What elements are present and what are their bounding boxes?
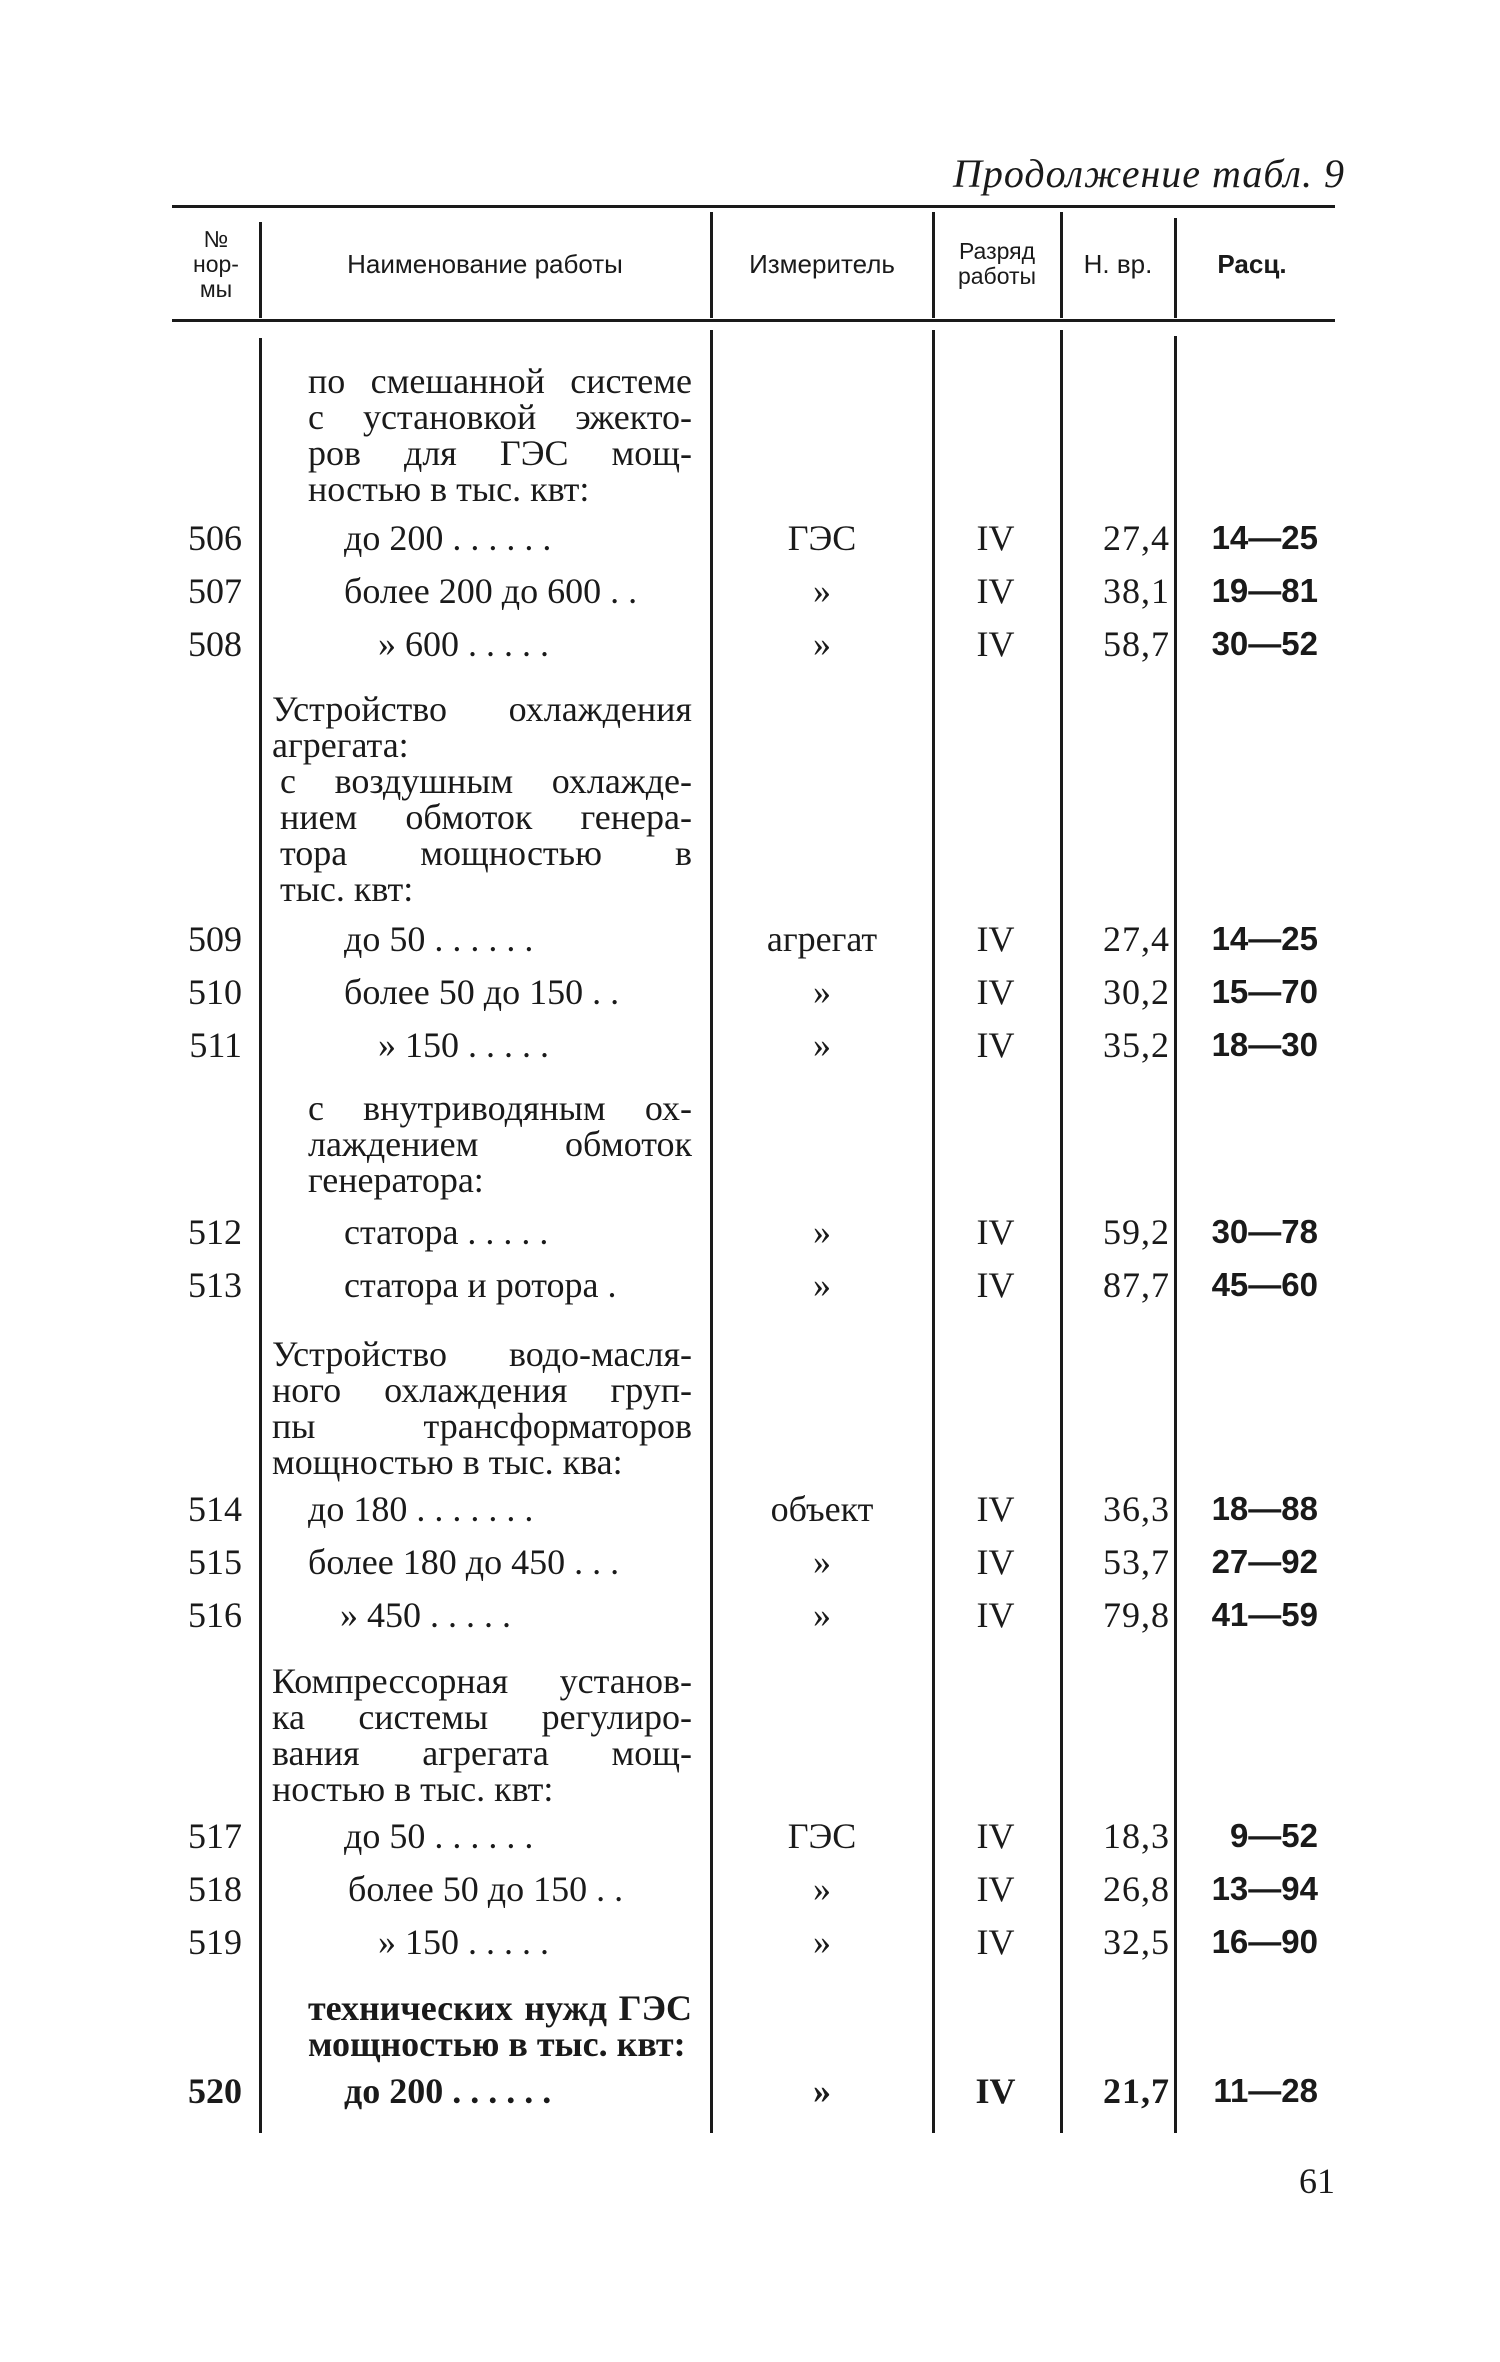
work-name: » 600 . . . . . xyxy=(378,624,549,664)
table-row xyxy=(0,1590,1500,1640)
work-name: до 200 . . . . . . xyxy=(344,2071,552,2111)
norm-number: 507 xyxy=(188,571,242,611)
paragraph-line: ров для ГЭС мощ- xyxy=(308,433,692,473)
table-row xyxy=(0,1207,1500,1257)
measure: » xyxy=(813,2071,831,2111)
measure: » xyxy=(813,624,831,664)
header-norm-number: № нор- мы xyxy=(193,225,239,302)
table-row xyxy=(0,1917,1500,1967)
paragraph-line: мощностью в тыс. ква: xyxy=(272,1442,623,1482)
paragraph-line: Устройство охлаждения xyxy=(272,689,692,729)
work-name: статора . . . . . xyxy=(344,1212,549,1252)
measure: » xyxy=(813,571,831,611)
measure: объект xyxy=(770,1489,874,1529)
paragraph-line: ностью в тыс. квт: xyxy=(272,1769,554,1809)
norm-time: 21,7 xyxy=(1103,2071,1170,2111)
norm-time: 59,2 xyxy=(1103,1212,1170,1252)
section-paragraph xyxy=(280,763,692,907)
measure: ГЭС xyxy=(787,1816,857,1856)
paragraph-line: Компрессорная установ- xyxy=(272,1661,692,1701)
paragraph-line: лаждением обмоток xyxy=(308,1124,692,1164)
norm-number: 511 xyxy=(189,1025,242,1065)
pay-rate: 30—78 xyxy=(1211,1213,1318,1250)
header-grade: Разряд работы xyxy=(957,238,1037,289)
table-row xyxy=(0,513,1500,563)
work-name: » 150 . . . . . xyxy=(378,1025,549,1065)
paragraph-line: тора мощностью в xyxy=(280,833,692,873)
page-number: 61 xyxy=(1299,2161,1335,2201)
pay-rate: 19—81 xyxy=(1211,572,1318,609)
measure: » xyxy=(813,1212,831,1252)
measure: » xyxy=(813,1869,831,1909)
header-pay-rate: Расц. xyxy=(1217,249,1287,279)
norm-number: 520 xyxy=(188,2071,242,2111)
measure: агрегат xyxy=(766,919,878,959)
section-paragraph xyxy=(308,1990,692,2062)
norm-number: 509 xyxy=(188,919,242,959)
measure: » xyxy=(813,1542,831,1582)
grade: IV xyxy=(976,1212,1015,1252)
norm-number: 518 xyxy=(188,1869,242,1909)
measure: » xyxy=(813,972,831,1012)
norm-number: 508 xyxy=(188,624,242,664)
norm-number: 515 xyxy=(188,1542,242,1582)
work-name: » 450 . . . . . xyxy=(340,1595,511,1635)
norm-time: 36,3 xyxy=(1103,1489,1170,1529)
norm-number: 506 xyxy=(188,518,242,558)
pay-rate: 45—60 xyxy=(1211,1266,1318,1303)
grade: IV xyxy=(976,518,1015,558)
measure: » xyxy=(813,1265,831,1305)
section-paragraph xyxy=(308,1090,692,1198)
norm-time: 27,4 xyxy=(1103,518,1170,558)
pay-rate: 14—25 xyxy=(1211,519,1318,556)
pay-rate: 9—52 xyxy=(1229,1817,1318,1854)
table-row xyxy=(0,1864,1500,1914)
work-name: до 50 . . . . . . xyxy=(344,919,534,959)
table-header-rule xyxy=(172,319,1335,322)
table-row xyxy=(0,619,1500,669)
norm-time: 35,2 xyxy=(1103,1025,1170,1065)
pay-rate: 30—52 xyxy=(1211,625,1318,662)
norm-time: 87,7 xyxy=(1103,1265,1170,1305)
norm-number: 517 xyxy=(188,1816,242,1856)
table-row xyxy=(0,1811,1500,1861)
paragraph-line: технических нужд ГЭС xyxy=(308,1988,692,2028)
grade: IV xyxy=(975,2071,1016,2111)
measure: » xyxy=(813,1922,831,1962)
work-name: до 180 . . . . . . . xyxy=(308,1489,534,1529)
measure: » xyxy=(813,1595,831,1635)
norm-number: 516 xyxy=(188,1595,242,1635)
paragraph-line: ка системы регулиро- xyxy=(272,1697,692,1737)
work-name: до 200 . . . . . . xyxy=(344,518,552,558)
section-paragraph xyxy=(272,1336,692,1480)
pay-rate: 41—59 xyxy=(1211,1596,1318,1633)
paragraph-line: с установкой эжекто- xyxy=(308,397,692,437)
grade: IV xyxy=(976,624,1015,664)
pay-rate: 18—88 xyxy=(1211,1490,1318,1527)
paragraph-line: Устройство водо-масля- xyxy=(272,1334,692,1374)
norm-time: 32,5 xyxy=(1103,1922,1170,1962)
norm-time: 26,8 xyxy=(1103,1869,1170,1909)
paragraph-line: генератора: xyxy=(308,1160,484,1200)
table-row xyxy=(0,1537,1500,1587)
norm-number: 514 xyxy=(188,1489,242,1529)
table-row xyxy=(0,1020,1500,1070)
measure: » xyxy=(813,1025,831,1065)
norm-number: 510 xyxy=(188,972,242,1012)
table-row xyxy=(0,2066,1500,2116)
pay-rate: 16—90 xyxy=(1211,1923,1318,1960)
pay-rate: 14—25 xyxy=(1211,920,1318,957)
table-continuation-caption: Продолжение табл. 9 xyxy=(952,151,1345,196)
table-row xyxy=(0,1260,1500,1310)
grade: IV xyxy=(976,1025,1015,1065)
paragraph-line: агрегата: xyxy=(272,725,409,765)
norm-time: 18,3 xyxy=(1103,1816,1170,1856)
table-row xyxy=(0,1484,1500,1534)
work-name: более 50 до 150 . . xyxy=(344,972,620,1012)
table-top-rule xyxy=(172,205,1335,208)
norm-time: 30,2 xyxy=(1103,972,1170,1012)
header-measure: Измеритель xyxy=(749,249,895,279)
grade: IV xyxy=(976,1489,1015,1529)
norm-time: 27,4 xyxy=(1103,919,1170,959)
section-paragraph xyxy=(308,363,692,507)
paragraph-line: тыс. квт: xyxy=(280,869,414,909)
pay-rate: 18—30 xyxy=(1211,1026,1318,1063)
grade: IV xyxy=(976,571,1015,611)
grade: IV xyxy=(976,1922,1015,1962)
work-name: более 50 до 150 . . xyxy=(348,1869,624,1909)
pay-rate: 13—94 xyxy=(1211,1870,1318,1907)
paragraph-line: пы трансформаторов xyxy=(272,1406,692,1446)
pay-rate: 15—70 xyxy=(1211,973,1318,1010)
grade: IV xyxy=(976,1542,1015,1582)
grade: IV xyxy=(976,1595,1015,1635)
paragraph-line: ностью в тыс. квт: xyxy=(308,469,590,509)
section-paragraph xyxy=(272,691,692,763)
norm-time: 58,7 xyxy=(1103,624,1170,664)
paragraph-line: мощностью в тыс. квт: xyxy=(308,2024,686,2064)
norm-time: 79,8 xyxy=(1103,1595,1170,1635)
paragraph-line: нием обмоток генера- xyxy=(280,797,692,837)
work-name: более 180 до 450 . . . xyxy=(308,1542,620,1582)
table-row xyxy=(0,914,1500,964)
pay-rate: 27—92 xyxy=(1211,1543,1318,1580)
table-row xyxy=(0,566,1500,616)
paragraph-line: ного охлаждения груп- xyxy=(272,1370,692,1410)
norm-number: 519 xyxy=(188,1922,242,1962)
paragraph-line: по смешанной системе xyxy=(308,361,692,401)
paragraph-line: с внутриводяным ох- xyxy=(308,1088,692,1128)
norm-time: 38,1 xyxy=(1103,571,1170,611)
grade: IV xyxy=(976,1869,1015,1909)
section-paragraph xyxy=(272,1663,692,1807)
table-row xyxy=(0,967,1500,1017)
pay-rate: 11—28 xyxy=(1213,2072,1318,2109)
grade: IV xyxy=(976,1265,1015,1305)
header-work-name: Наименование работы xyxy=(347,249,623,279)
work-name: до 50 . . . . . . xyxy=(344,1816,534,1856)
measure: ГЭС xyxy=(787,518,857,558)
norm-number: 512 xyxy=(188,1212,242,1252)
work-name: » 150 . . . . . xyxy=(378,1922,549,1962)
grade: IV xyxy=(976,919,1015,959)
work-name: статора и ротора . xyxy=(344,1265,617,1305)
grade: IV xyxy=(976,972,1015,1012)
header-norm-time: Н. вр. xyxy=(1083,249,1153,279)
paragraph-line: с воздушным охлажде- xyxy=(280,761,692,801)
norm-time: 53,7 xyxy=(1103,1542,1170,1582)
work-name: более 200 до 600 . . xyxy=(344,571,638,611)
norm-number: 513 xyxy=(188,1265,242,1305)
paragraph-line: вания агрегата мощ- xyxy=(272,1733,692,1773)
grade: IV xyxy=(976,1816,1015,1856)
